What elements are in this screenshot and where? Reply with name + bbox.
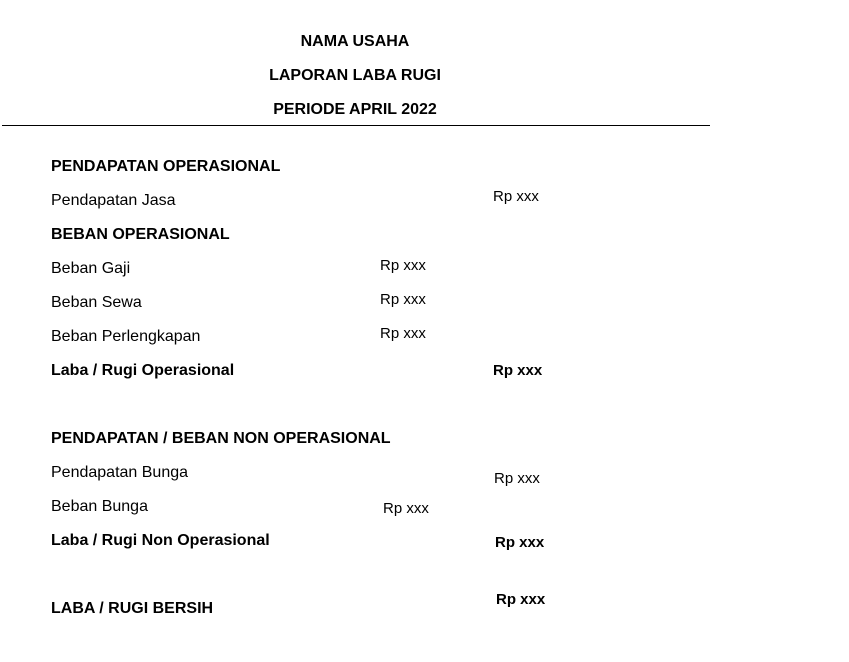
section-heading-operating-expenses: BEBAN OPERASIONAL bbox=[51, 226, 230, 243]
line-item-amount-pendapatan-jasa: Rp xxx bbox=[493, 188, 539, 205]
line-item-label-beban-perlengkapan: Beban Perlengkapan bbox=[51, 328, 201, 345]
line-item-amount-beban-gaji: Rp xxx bbox=[380, 257, 426, 274]
net-result-label: LABA / RUGI BERSIH bbox=[51, 600, 214, 617]
subtotal-label-non-operating: Laba / Rugi Non Operasional bbox=[51, 532, 270, 549]
line-item-label-beban-sewa: Beban Sewa bbox=[51, 294, 142, 311]
line-item-amount-beban-sewa: Rp xxx bbox=[380, 291, 426, 308]
line-item-label-beban-gaji: Beban Gaji bbox=[51, 260, 131, 277]
subtotal-amount-non-operating: Rp xxx bbox=[495, 534, 545, 551]
header-divider bbox=[2, 125, 710, 126]
line-item-amount-beban-bunga: Rp xxx bbox=[383, 500, 429, 517]
subtotal-label-operating: Laba / Rugi Operasional bbox=[51, 362, 235, 379]
line-item-label-pendapatan-jasa: Pendapatan Jasa bbox=[51, 192, 176, 209]
business-name: NAMA USAHA bbox=[300, 33, 410, 50]
report-period: PERIODE APRIL 2022 bbox=[273, 101, 437, 118]
line-item-amount-pendapatan-bunga: Rp xxx bbox=[494, 470, 540, 487]
subtotal-amount-operating: Rp xxx bbox=[493, 362, 543, 379]
report-title: LAPORAN LABA RUGI bbox=[269, 67, 441, 84]
net-result-amount: Rp xxx bbox=[496, 591, 546, 608]
section-heading-operating-income: PENDAPATAN OPERASIONAL bbox=[51, 158, 281, 175]
section-heading-non-operating: PENDAPATAN / BEBAN NON OPERASIONAL bbox=[51, 430, 391, 447]
line-item-label-beban-bunga: Beban Bunga bbox=[51, 498, 148, 515]
line-item-label-pendapatan-bunga: Pendapatan Bunga bbox=[51, 464, 189, 481]
line-item-amount-beban-perlengkapan: Rp xxx bbox=[380, 325, 426, 342]
